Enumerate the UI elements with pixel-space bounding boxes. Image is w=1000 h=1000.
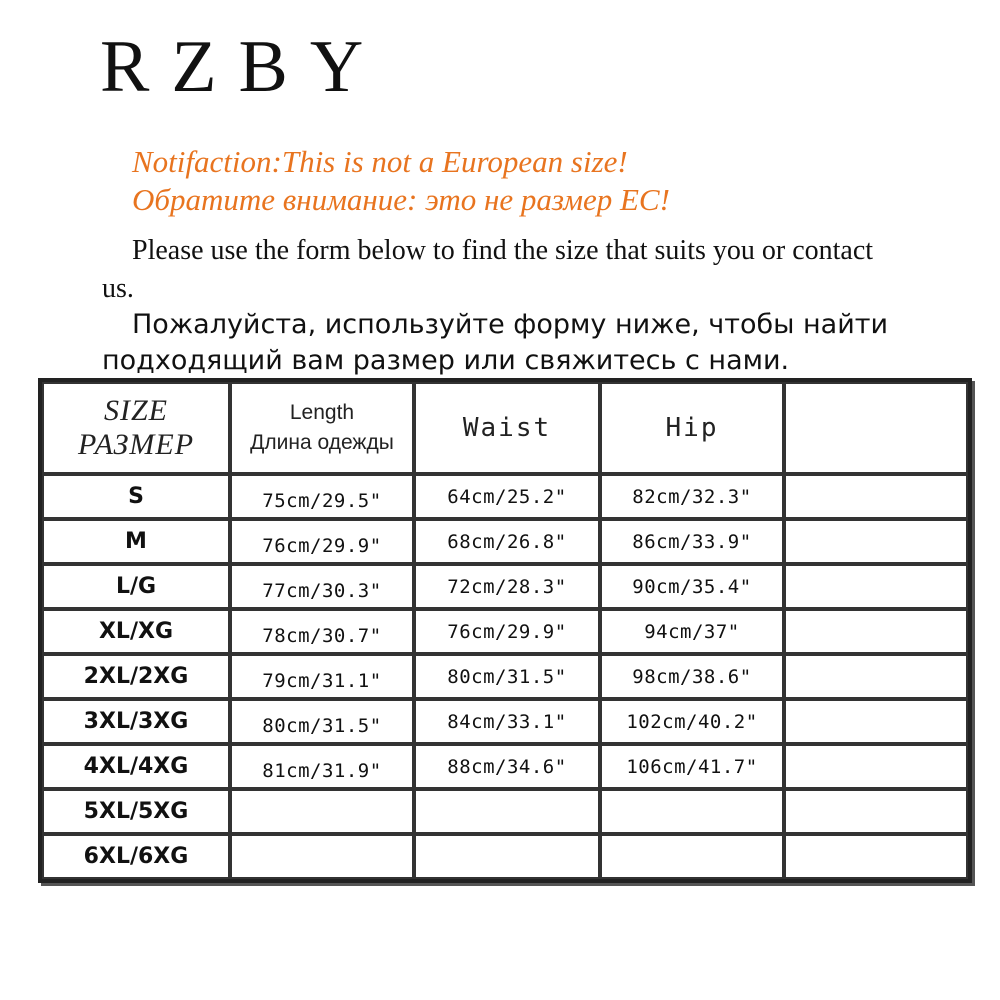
hip-cell: 102cm/40.2": [600, 699, 784, 744]
table-row: [42, 564, 968, 609]
waist-cell: 72cm/28.3": [414, 564, 600, 609]
table-row: [42, 609, 968, 654]
header-length: [230, 382, 414, 474]
extra-cell: [784, 564, 968, 609]
length-cell: 76cm/29.9": [230, 519, 414, 564]
header-extra: [784, 382, 968, 474]
size-cell: 3XL/3XG: [42, 699, 230, 744]
header-length-en: Length: [289, 401, 355, 424]
length-cell: 80cm/31.5": [230, 699, 414, 744]
size-cell: 6XL/6XG: [42, 834, 230, 879]
header-waist: [414, 382, 600, 474]
extra-cell: [784, 474, 968, 519]
waist-cell: [414, 789, 600, 834]
hip-cell: 98cm/38.6": [600, 654, 784, 699]
hip-cell: 86cm/33.9": [600, 519, 784, 564]
size-cell: 2XL/2XG: [42, 654, 230, 699]
waist-cell: 76cm/29.9": [414, 609, 600, 654]
size-cell: M: [42, 519, 230, 564]
table-row: [42, 474, 968, 519]
instructions-russian: Пожалуйста, используйте форму ниже, чтобы найти подходящий вам размер или свяжитесь с нами.: [102, 309, 889, 376]
waist-cell: 84cm/33.1": [414, 699, 600, 744]
waist-cell: 68cm/26.8": [414, 519, 600, 564]
length-cell: 77cm/30.3": [230, 564, 414, 609]
notice-russian: Обратите внимание: это не размер ЕС!: [132, 182, 670, 217]
header-length-ru: Длина одежды: [250, 431, 394, 454]
extra-cell: [784, 789, 968, 834]
table-row: [42, 654, 968, 699]
hip-cell: 106cm/41.7": [600, 744, 784, 789]
extra-cell: [784, 834, 968, 879]
waist-cell: 80cm/31.5": [414, 654, 600, 699]
notice-english: Notifaction:This is not a European size!: [132, 144, 628, 179]
instructions-english: Please use the form below to find the size that suits you or contact us.: [102, 235, 874, 304]
brand-logo: RZBY: [100, 26, 386, 108]
header-size-ru: РАЗМЕР: [77, 428, 195, 461]
hip-cell: [600, 789, 784, 834]
table-row: [42, 744, 968, 789]
length-cell: [230, 834, 414, 879]
length-cell: 78cm/30.7": [230, 609, 414, 654]
header-waist-label: Waist: [462, 413, 552, 443]
extra-cell: [784, 699, 968, 744]
table-header-row: [42, 382, 968, 474]
length-cell: [230, 789, 414, 834]
table-row: [42, 834, 968, 879]
size-cell: L/G: [42, 564, 230, 609]
hip-cell: [600, 834, 784, 879]
waist-cell: [414, 834, 600, 879]
table-row: [42, 699, 968, 744]
table-row: [42, 789, 968, 834]
header-hip-label: Hip: [665, 413, 719, 443]
size-cell: S: [42, 474, 230, 519]
extra-cell: [784, 654, 968, 699]
extra-cell: [784, 744, 968, 789]
table-row: [42, 519, 968, 564]
extra-cell: [784, 609, 968, 654]
hip-cell: 82cm/32.3": [600, 474, 784, 519]
size-cell: XL/XG: [42, 609, 230, 654]
waist-cell: 88cm/34.6": [414, 744, 600, 789]
length-cell: 79cm/31.1": [230, 654, 414, 699]
size-chart-table: [38, 378, 972, 883]
header-size: [42, 382, 230, 474]
header-hip: [600, 382, 784, 474]
size-cell: 4XL/4XG: [42, 744, 230, 789]
length-cell: 81cm/31.9": [230, 744, 414, 789]
hip-cell: 90cm/35.4": [600, 564, 784, 609]
header-size-en: SIZE: [104, 394, 168, 427]
extra-cell: [784, 519, 968, 564]
length-cell: 75cm/29.5": [230, 474, 414, 519]
size-cell: 5XL/5XG: [42, 789, 230, 834]
hip-cell: 94cm/37": [600, 609, 784, 654]
waist-cell: 64cm/25.2": [414, 474, 600, 519]
